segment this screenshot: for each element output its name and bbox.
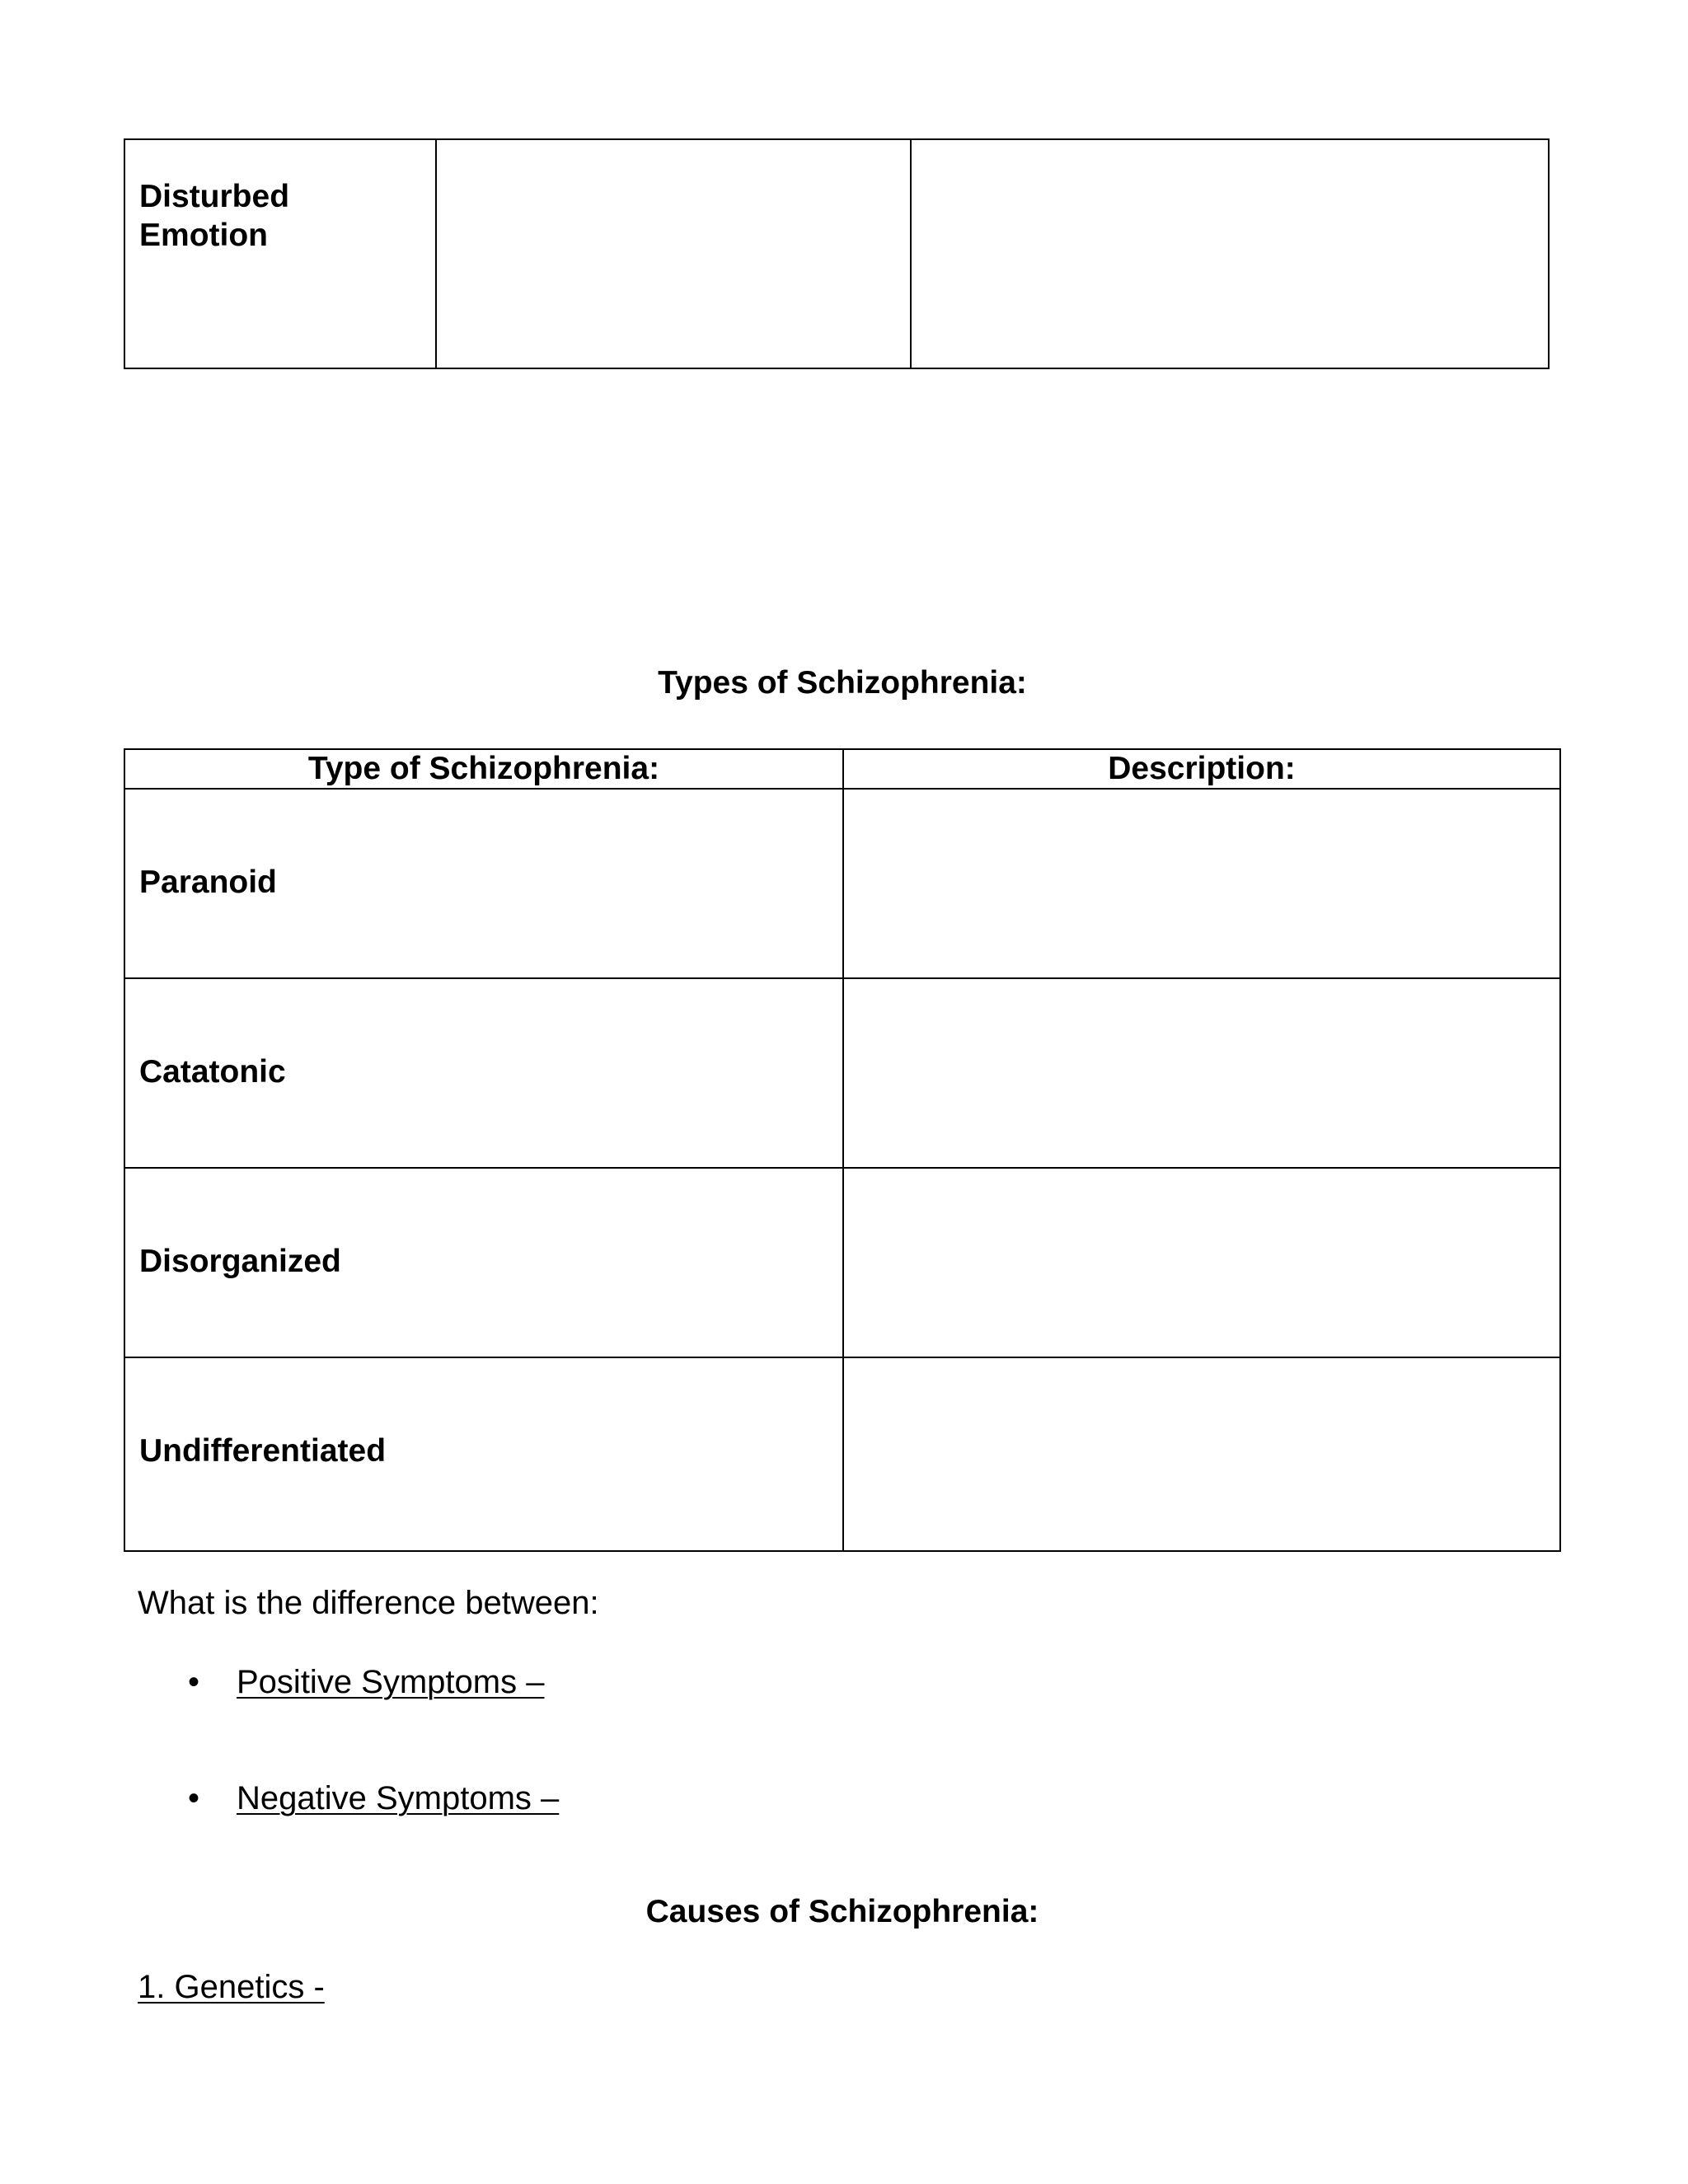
column-header-description: Description: [1108, 751, 1296, 786]
description-cell[interactable] [844, 1358, 1559, 1550]
difference-question: What is the difference between: [138, 1585, 599, 1621]
causes-heading: Causes of Schizophrenia: [645, 1894, 1039, 1929]
description-cell[interactable] [844, 979, 1559, 1167]
types-heading: Types of Schizophrenia: [658, 665, 1027, 701]
description-cell[interactable] [844, 790, 1559, 977]
type-label-catatonic: Catatonic [139, 1054, 286, 1090]
types-table [124, 748, 1561, 1552]
table-cell-empty[interactable] [912, 140, 1548, 368]
disturbed-emotion-table [124, 138, 1550, 369]
column-header-type: Type of Schizophrenia: [307, 751, 660, 786]
type-label-disorganized: Disorganized [139, 1244, 341, 1279]
cause-item-genetics: 1. Genetics - [138, 1969, 325, 2005]
table-cell-empty[interactable] [437, 140, 910, 368]
bullet-positive-symptoms: Positive Symptoms – [237, 1664, 545, 1700]
type-label-undifferentiated: Undifferentiated [139, 1433, 387, 1469]
bullet-negative-symptoms: Negative Symptoms – [237, 1780, 560, 1816]
description-cell[interactable] [844, 1169, 1559, 1357]
type-label-paranoid: Paranoid [139, 865, 277, 900]
bullet-icon: • [188, 1780, 200, 1816]
bullet-icon: • [188, 1664, 200, 1700]
row-label-disturbed-emotion: Disturbed Emotion [139, 179, 290, 253]
